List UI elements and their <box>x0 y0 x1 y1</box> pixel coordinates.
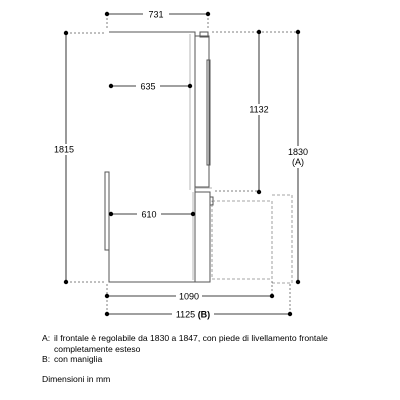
lower-door <box>195 192 213 282</box>
footnotes <box>42 333 382 365</box>
dim-upper-depth: 635 <box>140 81 156 92</box>
appliance-body <box>105 32 195 282</box>
dim-top-width: 731 <box>148 9 164 20</box>
dim-total-height-right-ref: (A) <box>292 157 304 167</box>
dim-total-height-right: 1830 <box>287 147 309 157</box>
open-drawer-outline <box>212 195 292 283</box>
dim-total-height-left: 1815 <box>53 144 75 155</box>
dimension-label-backgrounds <box>52 9 314 320</box>
upper-door <box>195 32 210 187</box>
units-note: Dimensioni in mm <box>42 374 111 384</box>
footnote-key: B: <box>42 354 51 365</box>
dim-open-door-depth: 1090 <box>178 291 200 302</box>
footnote-text: il frontale è regolabile da 1830 a 1847, con piede di livellamento frontale completamente esteso <box>54 333 328 354</box>
dim-open-door-with-handle-value: 1125 <box>175 309 196 320</box>
footnote-key: A: <box>42 333 51 343</box>
dim-lower-depth: 610 <box>141 209 157 220</box>
dim-door-height: 1132 <box>249 104 269 115</box>
dimension-lines <box>64 9 300 316</box>
footnote-text: con maniglia <box>54 354 103 365</box>
footnote-a <box>42 333 382 354</box>
dim-open-door-with-handle <box>176 310 210 320</box>
footnote-b <box>42 354 382 365</box>
dim-open-door-with-handle-ref: (B) <box>197 309 211 320</box>
